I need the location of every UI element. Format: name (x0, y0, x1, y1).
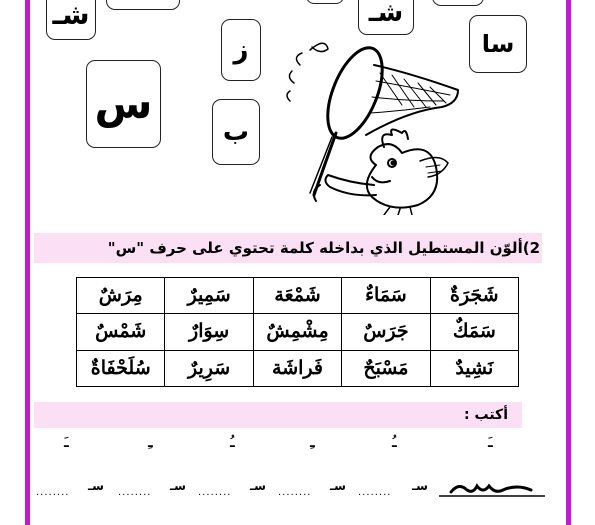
word-cell[interactable]: سَمَكٌ (430, 314, 518, 350)
word-table (76, 277, 519, 387)
letter-card-cropped (306, 0, 344, 4)
word-cell[interactable]: سَمِيرٌ (165, 278, 253, 314)
practice-line[interactable]: ........ (278, 487, 312, 498)
letter-card-text: س (94, 79, 153, 128)
word-cell[interactable]: مِشْمِشٌ (253, 314, 341, 350)
practice-line[interactable]: ........ (36, 487, 70, 498)
practice-letter: سـ (170, 479, 186, 493)
letter-card-text: سا (481, 30, 515, 58)
question-2-text: 2)ألوّن المستطيل الذي بداخله كلمة تحتوي على حرف "س" (107, 239, 540, 257)
practice-letter: سـ (412, 479, 428, 493)
diacritic-mark: ـُ (392, 435, 397, 451)
table-row (77, 350, 519, 386)
practice-line[interactable]: ........ (118, 487, 152, 498)
letter-card-text: شـ (52, 0, 90, 31)
letter-card-text: ز (233, 35, 249, 65)
practice-letter: سـ (250, 479, 266, 493)
table-row (77, 278, 519, 314)
letter-card-seen (86, 60, 161, 148)
word-cell[interactable]: شَجَرَةٌ (430, 278, 518, 314)
write-label: أكتب : (464, 407, 508, 423)
sample-word-text: سِـ (437, 472, 439, 473)
word-cell[interactable]: سِوَارٌ (165, 314, 253, 350)
word-cell[interactable]: مِرَشٌ (77, 278, 165, 314)
practice-line[interactable]: ........ (198, 487, 232, 498)
page-border-right (566, 0, 571, 525)
word-cell[interactable]: سَمَاءٌ (342, 278, 430, 314)
diacritic-mark: ـَ (488, 435, 493, 451)
letter-card-sha (358, 0, 414, 35)
word-cell[interactable]: نَشِيدٌ (430, 350, 518, 386)
letter-card-sha (46, 0, 96, 40)
letter-card-cropped (432, 0, 484, 6)
bird-with-butterfly-net-icon (280, 35, 470, 215)
diacritic-mark: ـَ (64, 435, 69, 451)
letter-card-text: شـ (368, 0, 404, 28)
word-cell[interactable]: شَمْسٌ (77, 314, 165, 350)
word-cell[interactable]: فَراشَة (253, 350, 341, 386)
diacritic-mark: ـِ (310, 435, 315, 451)
word-cell[interactable]: سُلَحْفَاةٌ (77, 350, 165, 386)
word-cell[interactable]: شَمْعَة (253, 278, 341, 314)
letter-card-zay (221, 19, 261, 81)
letter-card-cropped (106, 0, 180, 10)
word-cell[interactable]: سَرِيرٌ (165, 350, 253, 386)
practice-line[interactable]: ........ (358, 487, 392, 498)
diacritic-mark: ـِ (148, 435, 153, 451)
letter-card-baa (212, 99, 260, 165)
table-row (77, 314, 519, 350)
write-section-banner (34, 402, 522, 428)
diacritic-mark: ـُ (230, 435, 235, 451)
word-cell[interactable]: جَرَسٌ (342, 314, 430, 350)
sample-word-handwriting (437, 472, 547, 498)
letter-card-text: ب (222, 117, 250, 147)
question-2-banner (34, 233, 542, 263)
practice-letter: سـ (330, 479, 346, 493)
word-cell[interactable]: مَسْبَحٌ (342, 350, 430, 386)
page-border-left (25, 0, 30, 525)
letter-card-saa (469, 15, 527, 73)
practice-letter: سـ (88, 479, 104, 493)
